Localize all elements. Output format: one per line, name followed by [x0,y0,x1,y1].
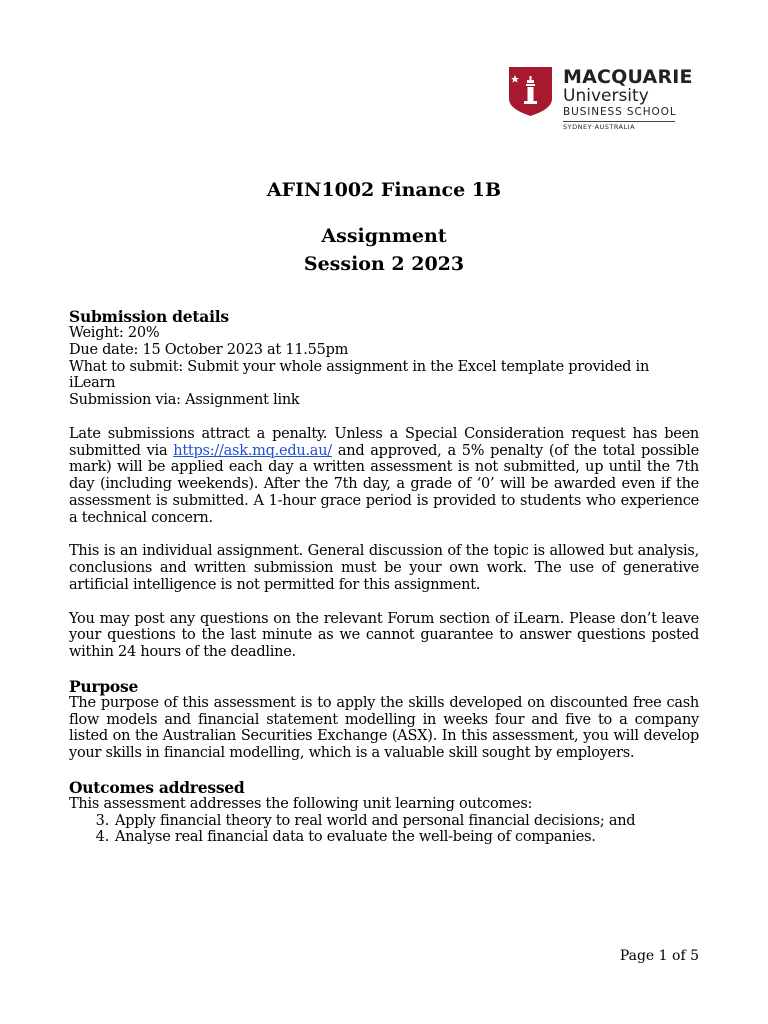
logo-location: SYDNEY·AUSTRALIA [563,123,636,131]
logo-university: University [563,86,649,106]
list-item-number: 3. [95,812,109,829]
due-date-line: Due date: 15 October 2023 at 11.55pm [69,341,349,358]
submission-via-line: Submission via: Assignment link [69,392,300,409]
special-consideration-link[interactable]: https://ask.mq.edu.au/ [173,442,332,459]
outcomes-heading: Outcomes addressed [69,777,245,797]
university-crest-icon [509,67,552,116]
what-to-submit-line: What to submit: Submit your whole assignment in the Excel template provided in iLearn [69,358,650,392]
outcomes-intro: This assessment addresses the following unit learning outcomes: [69,795,533,812]
list-item [69,813,699,830]
page-number: Page 1 of 5 [619,948,699,964]
course-title: AFIN1002 Finance 1B [266,179,502,201]
late-penalty-paragraph: Late submissions attract a penalty. Unless a Special Consideration request has been submitted via https://ask.mq.edu.au/ and approved, a 5% penalty (of the total possible mark) will be applied each day a written assessment is not submitted, up until the 7th day (including weekends). After the 7th day, a grade of ‘0’ will be awarded even if the assessment is submitted. A 1-hour grace period is provided to students who experience a technical concern. [69,425,699,526]
list-item [69,829,699,846]
macquarie-logo [509,66,693,131]
list-item-text: Analyse real financial data to evaluate the well-being of companies. [115,829,596,846]
purpose-paragraph: The purpose of this assessment is to apply the skills developed on discounted free cash flow models and financial statement modelling in weeks four and five to a company listed on the Australian Securities Exchange (ASX). In this assessment, you will develop your skills in financial modelling, which is a valuable skill sought by employers. [69,694,699,762]
session-title: Session 2 2023 [303,253,465,275]
assignment-title: Assignment [321,225,447,247]
logo-wordmark: MACQUARIE [563,66,693,88]
submission-heading: Submission details [69,307,229,326]
list-item-text: Apply financial theory to real world and personal financial decisions; and [115,812,636,829]
weight-line: Weight: 20% [69,325,160,341]
document-body [69,308,699,846]
purpose-heading: Purpose [69,676,139,696]
logo-business-school: BUSINESS SCHOOL [563,106,677,118]
questions-paragraph: You may post any questions on the relevant Forum section of iLearn. Please don’t leave your questions to the last minute as we cannot guarantee to answer questions posted within 24 hours of the deadline. [69,610,699,661]
individual-paragraph: This is an individual assignment. General discussion of the topic is allowed but analysis, conclusions and written submission must be your own work. The use of generative artificial intelligence is not permitted for this assignment. [69,543,699,593]
list-item-number: 4. [95,829,109,846]
